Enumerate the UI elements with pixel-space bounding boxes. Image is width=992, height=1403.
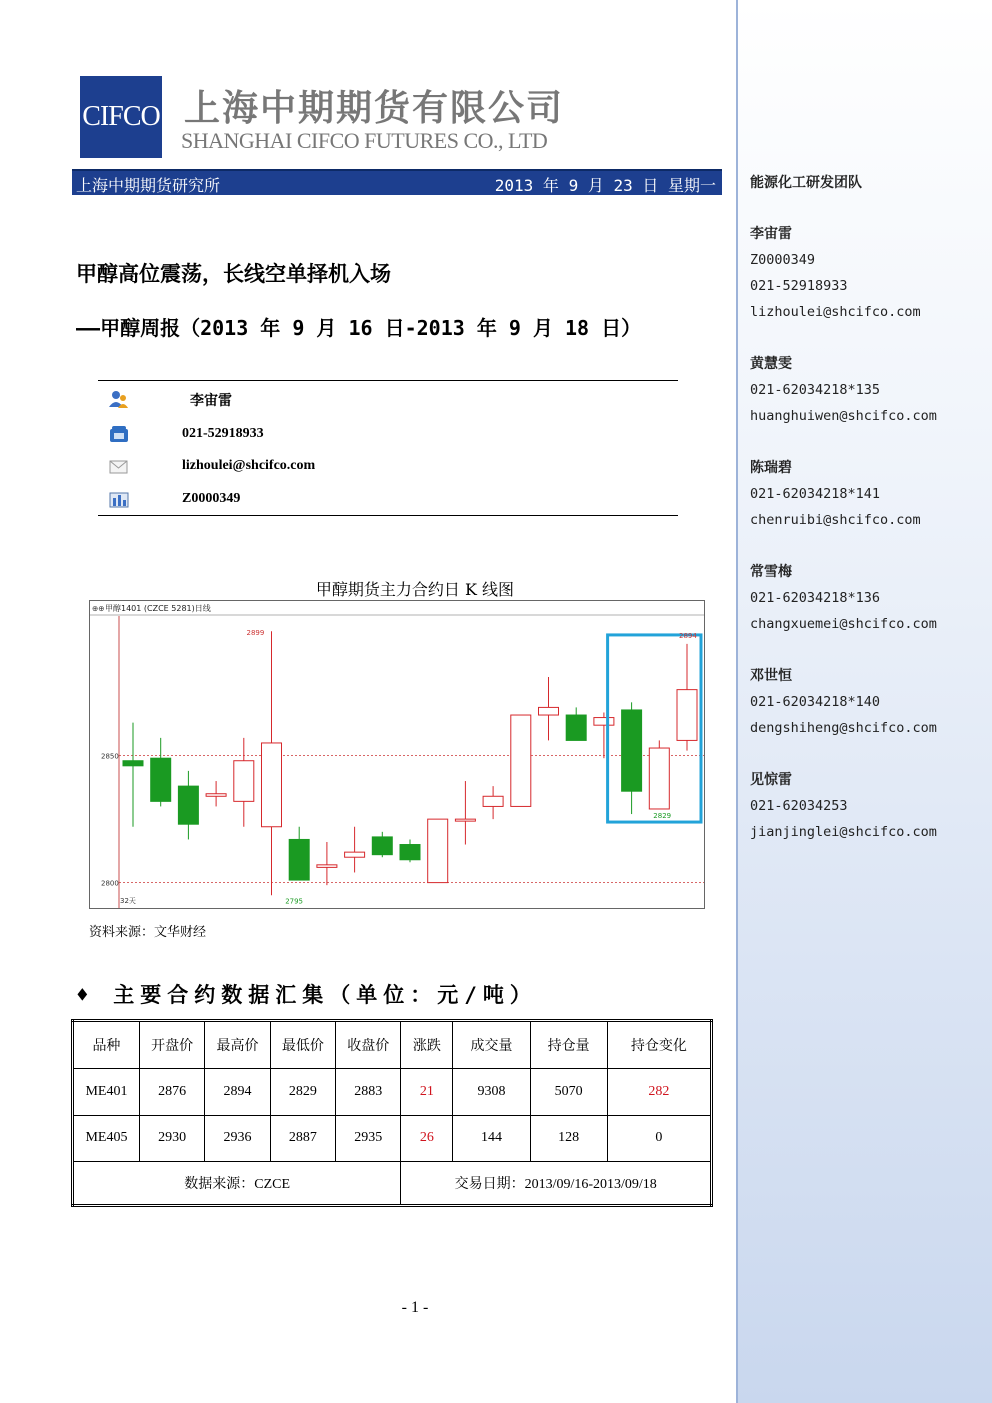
table-cell: ME405 (73, 1115, 140, 1161)
candle-body (622, 710, 642, 791)
table-row (73, 1115, 712, 1161)
member-email[interactable]: chenruibi@shcifco.com (750, 512, 921, 528)
team-member (750, 767, 937, 845)
candle-body (428, 819, 448, 882)
candle-body (262, 743, 282, 827)
member-phone: 021-62034218*135 (750, 382, 881, 398)
member-phone: 021-62034218*141 (750, 486, 881, 502)
member-license: Z0000349 (750, 252, 816, 268)
author-name-row (98, 387, 678, 411)
table-cell: 282 (607, 1069, 711, 1115)
company-name-cn: 上海中期期货有限公司 (184, 88, 565, 129)
y-tick-label: 2800 (101, 879, 119, 888)
table-header-row (73, 1021, 712, 1069)
table-header: 收盘价 (336, 1021, 401, 1069)
table-footer-source: 数据来源：CZCE (73, 1161, 401, 1205)
table-header: 涨跌 (401, 1021, 453, 1069)
sidebar (736, 0, 992, 1403)
candle-body (234, 761, 254, 802)
candle-body (400, 845, 420, 860)
author-email[interactable]: lizhoulei@shcifco.com (182, 458, 316, 473)
candle-body (317, 865, 337, 868)
candle-body (594, 718, 614, 726)
chart-annotation: 2899 (246, 629, 265, 638)
member-name: 见惊雷 (750, 772, 792, 788)
chart-annotation: 2829 (653, 811, 672, 820)
member-email[interactable]: huanghuiwen@shcifco.com (750, 408, 937, 424)
chart-annotation: 2894 (679, 631, 697, 640)
company-name-en: SHANGHAI CIFCO FUTURES CO., LTD (181, 128, 548, 153)
chart-frame (90, 601, 705, 909)
member-email[interactable]: lizhoulei@shcifco.com (750, 304, 921, 320)
team-member (750, 351, 937, 429)
contract-table (71, 1019, 713, 1207)
table-row (73, 1069, 712, 1115)
phone-icon (108, 425, 130, 445)
table-cell: ME401 (73, 1069, 140, 1115)
table-header: 持仓变化 (607, 1021, 711, 1069)
header-bar (72, 169, 722, 195)
candle-body (539, 707, 559, 715)
table-header: 成交量 (453, 1021, 530, 1069)
table-footer-row (73, 1161, 712, 1205)
table-cell: 5070 (530, 1069, 607, 1115)
chart-annotation: 2795 (285, 897, 304, 906)
candlestick-chart (89, 600, 705, 909)
table-cell: 9308 (453, 1069, 530, 1115)
member-phone: 021-62034218*136 (750, 590, 881, 606)
candle-body (289, 839, 309, 880)
table-cell: 2930 (139, 1115, 204, 1161)
member-email[interactable]: dengshiheng@shcifco.com (750, 720, 937, 736)
member-name: 黄慧雯 (750, 356, 792, 372)
candle-body (483, 796, 503, 806)
candle-body (677, 690, 697, 741)
chart-source: 资料来源：文华财经 (89, 925, 207, 940)
company-logo: CIFCO (80, 76, 162, 158)
license-icon (108, 490, 130, 510)
table-cell: 128 (530, 1115, 607, 1161)
table-cell: 2887 (270, 1115, 335, 1161)
candle-body (178, 786, 198, 824)
table-cell: 2883 (336, 1069, 401, 1115)
table-cell: 144 (453, 1115, 530, 1161)
candle-body (511, 715, 531, 806)
email-icon (108, 457, 130, 477)
report-date: 2013 年 9 月 23 日 星期一 (494, 176, 716, 195)
person-icon (108, 389, 130, 409)
table-cell: 2894 (205, 1069, 270, 1115)
author-name: 李宙雷 (190, 394, 232, 409)
table-header: 开盘价 (139, 1021, 204, 1069)
chart-header-label: 甲醇1401 (CZCE 5281)日线 (105, 604, 211, 613)
section-title: ♦ 主要合约数据汇集（单位：元/吨） (76, 983, 537, 1007)
candle-body (649, 748, 669, 809)
author-block (98, 380, 678, 516)
table-cell: 26 (401, 1115, 453, 1161)
author-license-row (98, 488, 678, 512)
table-cell: 2936 (205, 1115, 270, 1161)
member-phone: 021-62034253 (750, 798, 848, 814)
table-cell: 2876 (139, 1069, 204, 1115)
chart-caption: 甲醇期货主力合约日 K 线图 (315, 580, 515, 599)
candle-body (151, 758, 171, 801)
candle-body (566, 715, 586, 740)
candle-body (455, 819, 475, 821)
report-subtitle: ——甲醇周报（2013 年 9 月 16 日-2013 年 9 月 18 日） (76, 316, 642, 340)
chart-header-icon: ⊕⊕ (92, 604, 105, 613)
member-name: 常雪梅 (750, 564, 792, 580)
author-phone-row (98, 423, 678, 447)
member-email[interactable]: jianjinglei@shcifco.com (750, 824, 937, 840)
institute-name: 上海中期期货研究所 (76, 176, 221, 195)
team-member (750, 455, 921, 533)
candle-body (372, 837, 392, 855)
table-header: 品种 (73, 1021, 140, 1069)
y-tick-label: 2850 (101, 752, 119, 761)
member-name: 邓世恒 (750, 668, 792, 684)
chart-annotation: 32天 (120, 897, 136, 905)
table-footer-date: 交易日期：2013/09/16-2013/09/18 (401, 1161, 712, 1205)
team-member (750, 663, 937, 741)
candle-body (206, 794, 226, 797)
author-phone: 021-52918933 (182, 426, 264, 441)
member-name: 李宙雷 (750, 226, 792, 242)
table-header: 最低价 (270, 1021, 335, 1069)
author-license: Z0000349 (182, 491, 241, 506)
team-title: 能源化工研发团队 (750, 175, 862, 191)
candle-body (345, 852, 365, 857)
table-cell: 2935 (336, 1115, 401, 1161)
author-email-row (98, 455, 678, 479)
table-cell: 2829 (270, 1069, 335, 1115)
member-name: 陈瑞碧 (750, 460, 792, 476)
member-phone: 021-62034218*140 (750, 694, 881, 710)
candle-body (123, 761, 143, 766)
table-header: 最高价 (205, 1021, 270, 1069)
report-title: 甲醇高位震荡，长线空单择机入场 (76, 262, 391, 286)
table-cell: 21 (401, 1069, 453, 1115)
table-cell: 0 (607, 1115, 711, 1161)
team-member (750, 221, 921, 325)
member-phone: 021-52918933 (750, 278, 848, 294)
member-email[interactable]: changxuemei@shcifco.com (750, 616, 937, 632)
page-number: - 1 - (401, 1299, 429, 1316)
table-header: 持仓量 (530, 1021, 607, 1069)
